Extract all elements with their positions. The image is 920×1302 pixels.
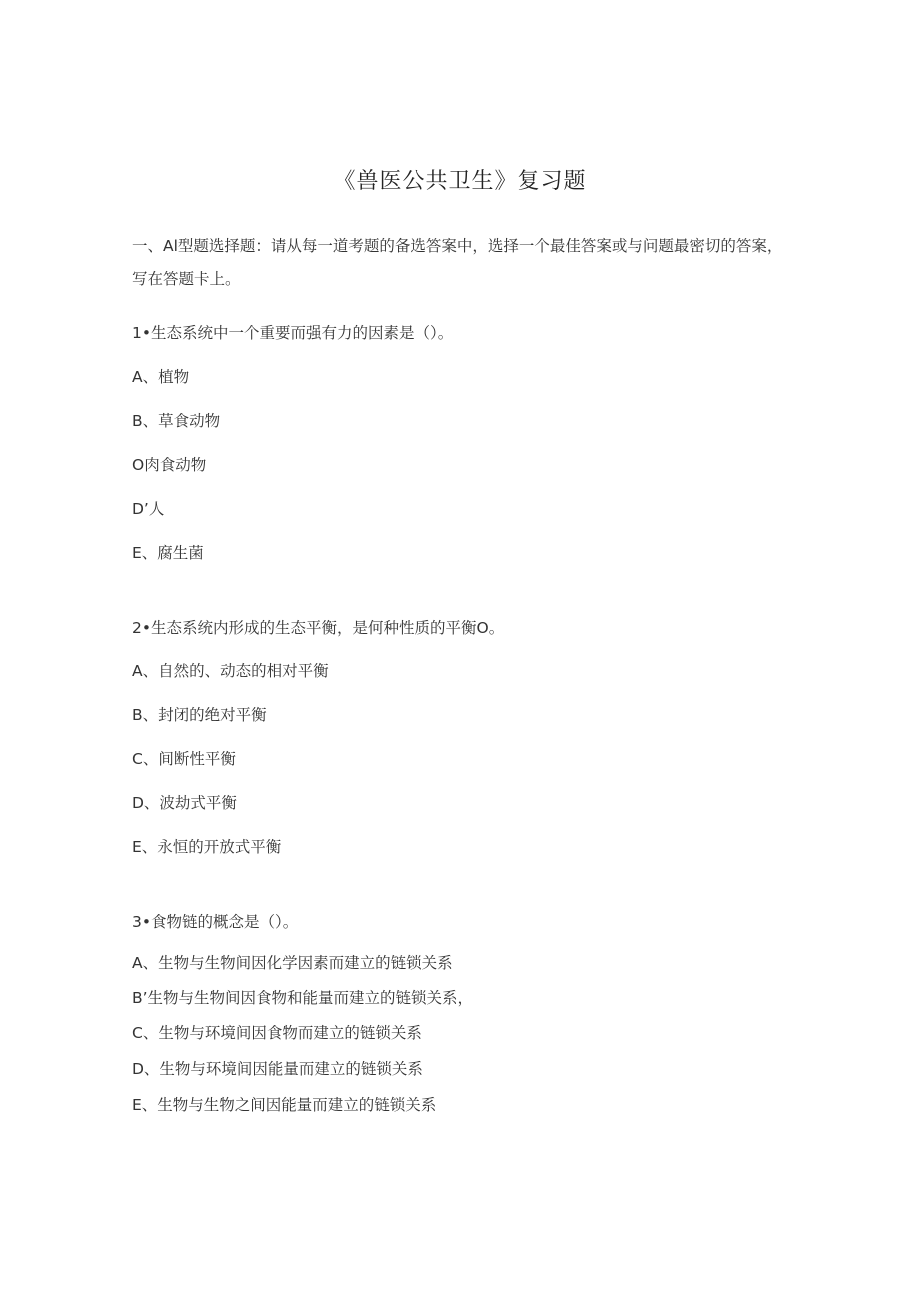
option-b: B’生物与生物间因食物和能量而建立的链锁关系， bbox=[132, 989, 474, 1007]
option-d: D’人 bbox=[132, 500, 165, 518]
option-d: D、波劫式平衡 bbox=[132, 794, 237, 812]
option-b: B、封闭的绝对平衡 bbox=[132, 706, 267, 724]
option-b: B、草食动物 bbox=[132, 412, 221, 430]
question-stem: 1•生态系统中一个重要而强有力的因素是（）。 bbox=[132, 324, 454, 342]
option-a: A、自然的、动态的相对平衡 bbox=[132, 662, 329, 680]
option-d: D、生物与环境间因能量而建立的链锁关系 bbox=[132, 1060, 423, 1078]
option-c: C、生物与环境间因食物而建立的链锁关系 bbox=[132, 1024, 422, 1042]
option-a: A、植物 bbox=[132, 368, 190, 386]
option-c: C、间断性平衡 bbox=[132, 750, 236, 768]
question-stem: 3•食物链的概念是（）。 bbox=[132, 913, 299, 931]
section-intro: 一、Al型题选择题：请从每一道考题的备选答案中，选择一个最佳答案或与问题最密切的答案，写在答题卡上。 bbox=[132, 237, 783, 288]
option-a: A、生物与生物间因化学因素而建立的链锁关系 bbox=[132, 954, 453, 972]
option-e: E、生物与生物之间因能量而建立的链锁关系 bbox=[132, 1096, 437, 1114]
option-e: E、腐生菌 bbox=[132, 544, 204, 562]
option-e: E、永恒的开放式平衡 bbox=[132, 838, 282, 856]
document-title: 《兽医公共卫生》复习题 bbox=[333, 169, 587, 194]
option-c: O肉食动物 bbox=[132, 456, 207, 474]
question-stem: 2•生态系统内形成的生态平衡，是何种性质的平衡O。 bbox=[132, 619, 505, 637]
